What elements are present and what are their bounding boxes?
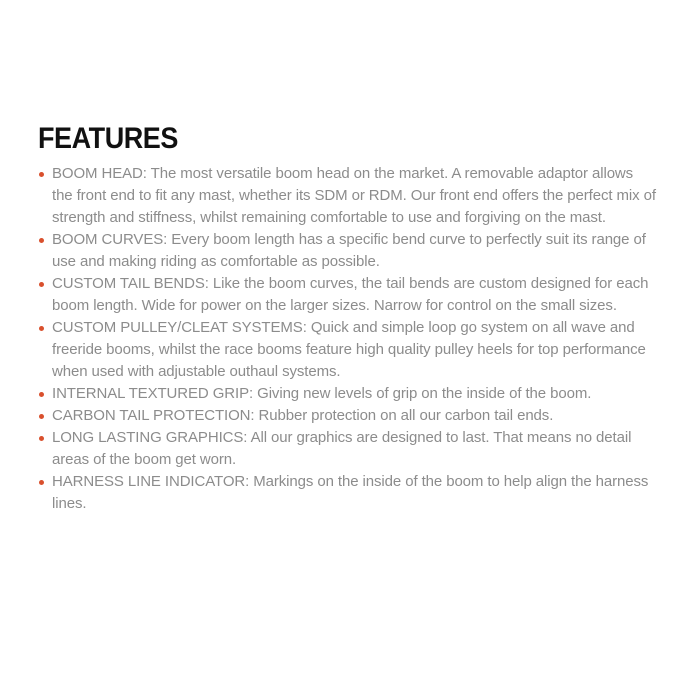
- features-list: [38, 163, 656, 515]
- feature-text: CUSTOM TAIL BENDS: Like the boom curves, the tail bends are custom designed for each boom length. Wide for power on the larger sizes. Narrow for control on the small sizes.: [52, 275, 649, 314]
- features-heading: FEATURES: [38, 122, 178, 155]
- feature-text: LONG LASTING GRAPHICS: All our graphics are designed to last. That means no detail areas of the boom get worn.: [52, 429, 632, 468]
- feature-text: CARBON TAIL PROTECTION: Rubber protection on all our carbon tail ends.: [52, 407, 554, 424]
- feature-item: [38, 427, 656, 471]
- bullet-icon: [39, 172, 44, 177]
- feature-item: [38, 317, 656, 383]
- feature-item: [38, 471, 656, 515]
- bullet-icon: [39, 480, 44, 485]
- feature-text: INTERNAL TEXTURED GRIP: Giving new levels of grip on the inside of the boom.: [52, 385, 592, 402]
- feature-text: CUSTOM PULLEY/CLEAT SYSTEMS: Quick and simple loop go system on all wave and freeride booms, whilst the race booms feature high quality pulley heels for top performance when used with adjustable outhaul systems.: [52, 319, 646, 380]
- bullet-icon: [39, 238, 44, 243]
- feature-item: [38, 383, 656, 405]
- feature-item: [38, 163, 656, 229]
- bullet-icon: [39, 282, 44, 287]
- feature-text: BOOM CURVES: Every boom length has a specific bend curve to perfectly suit its range of use and making riding as comfortable as possible.: [52, 231, 646, 270]
- feature-item: [38, 405, 656, 427]
- bullet-icon: [39, 436, 44, 441]
- feature-text: HARNESS LINE INDICATOR: Markings on the inside of the boom to help align the harness lines.: [52, 473, 649, 512]
- feature-item: [38, 273, 656, 317]
- bullet-icon: [39, 392, 44, 397]
- feature-text: BOOM HEAD: The most versatile boom head on the market. A removable adaptor allows the front end to fit any mast, whether its SDM or RDM. Our front end offers the perfect mix of strength and stiffness, whilst remaining comfortable to use and forgiving on the mast.: [52, 165, 656, 226]
- bullet-icon: [39, 414, 44, 419]
- bullet-icon: [39, 326, 44, 331]
- feature-item: [38, 229, 656, 273]
